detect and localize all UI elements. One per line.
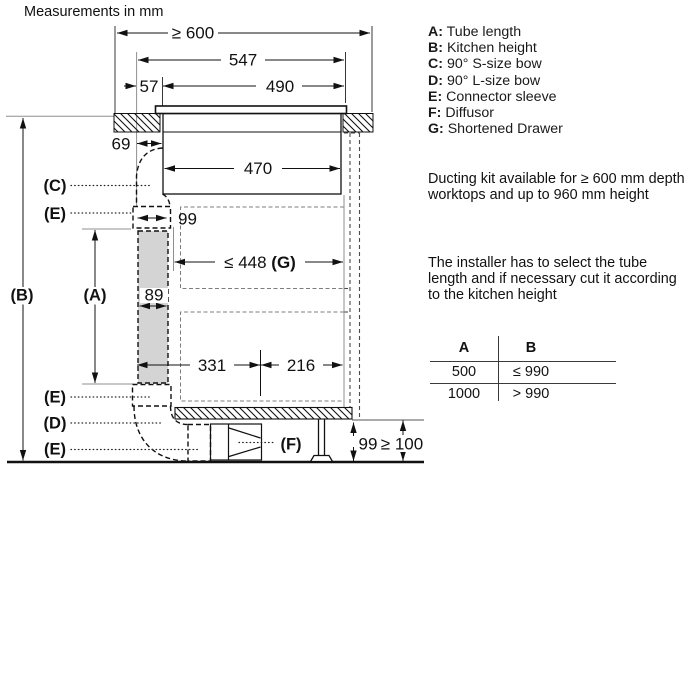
- label-kitchen-height: (B): [10, 286, 34, 305]
- legend-item: E: Connector sleeve: [428, 88, 557, 105]
- dim-worktop-depth: ≥ 600: [171, 23, 215, 43]
- installation-diagram: [0, 0, 440, 480]
- note-installer: The installer has to select the tube length and if necessary cut it according to the kitchen height: [428, 255, 677, 304]
- table-header-a: A: [458, 340, 470, 356]
- label-s-bow: (C): [43, 177, 67, 195]
- legend-item: G: Shortened Drawer: [428, 121, 563, 138]
- label-sleeve-mid: (E): [44, 388, 66, 407]
- hob-plate: [156, 106, 347, 114]
- label-diffusor: (F): [280, 435, 302, 454]
- dim-57: 57: [139, 77, 159, 96]
- worktop-hatch-left: [114, 114, 160, 133]
- s-size-bow: [137, 148, 163, 205]
- table-cell: 500: [451, 363, 477, 380]
- page-title: Measurements in mm: [24, 4, 164, 20]
- table-cell: ≤ 990: [512, 363, 550, 380]
- note-ducting-kit: Ducting kit available for ≥ 600 mm depth worktops and up to 960 mm height: [428, 171, 685, 204]
- dim-tube-width: 89: [144, 285, 164, 305]
- legend-item: F: Diffusor: [428, 105, 494, 122]
- dim-duct-width: 99: [178, 209, 197, 229]
- dim-drawer-max: ≤ 448 (G): [224, 253, 296, 272]
- legend-item: C: 90° S-size bow: [428, 56, 542, 73]
- label-tube-length: (A): [83, 286, 107, 305]
- label-sleeve-bottom: (E): [44, 440, 66, 459]
- connector-sleeve-bottom: [188, 425, 211, 462]
- table-rule: [430, 361, 616, 362]
- label-sleeve-top: (E): [44, 205, 66, 223]
- legend-item: A: Tube length: [428, 24, 522, 40]
- cabinet-side-panel: [344, 133, 360, 419]
- cabinet-leg: [311, 419, 333, 462]
- dimension-lines: [23, 33, 403, 461]
- legend-item: B: Kitchen height: [428, 40, 537, 57]
- table-cell: 1000: [447, 385, 481, 402]
- legend: [428, 24, 563, 137]
- shortened-drawer-upper: [181, 207, 345, 289]
- dim-547: 547: [228, 50, 258, 70]
- cabinet-base-panel: [175, 408, 352, 420]
- table-header-b: B: [525, 340, 537, 356]
- worktop-hatch-right: [343, 114, 373, 133]
- dim-216: 216: [286, 356, 316, 375]
- dim-331: 331: [197, 356, 227, 375]
- dim-plinth-height: 99: [358, 434, 378, 454]
- dim-490: 490: [265, 77, 295, 96]
- leg-foot: [311, 456, 333, 462]
- hob-body: [163, 114, 341, 195]
- label-backgrounds: [4, 25, 428, 453]
- connector-sleeve-top: [133, 207, 171, 229]
- table-rule: [430, 383, 616, 384]
- label-l-bow: (D): [43, 414, 67, 433]
- legend-item: D: 90° L-size bow: [428, 72, 541, 89]
- extension-lines: [115, 23, 372, 113]
- dim-470: 470: [243, 159, 273, 178]
- s-size-bow-inner: [163, 194, 171, 206]
- tube: [138, 231, 168, 383]
- dim-clearance: ≥ 100: [380, 434, 424, 454]
- connector-sleeve-mid: [133, 385, 172, 407]
- dim-69: 69: [111, 134, 131, 154]
- table-column-divider: [498, 336, 499, 401]
- table-cell: > 990: [512, 385, 550, 402]
